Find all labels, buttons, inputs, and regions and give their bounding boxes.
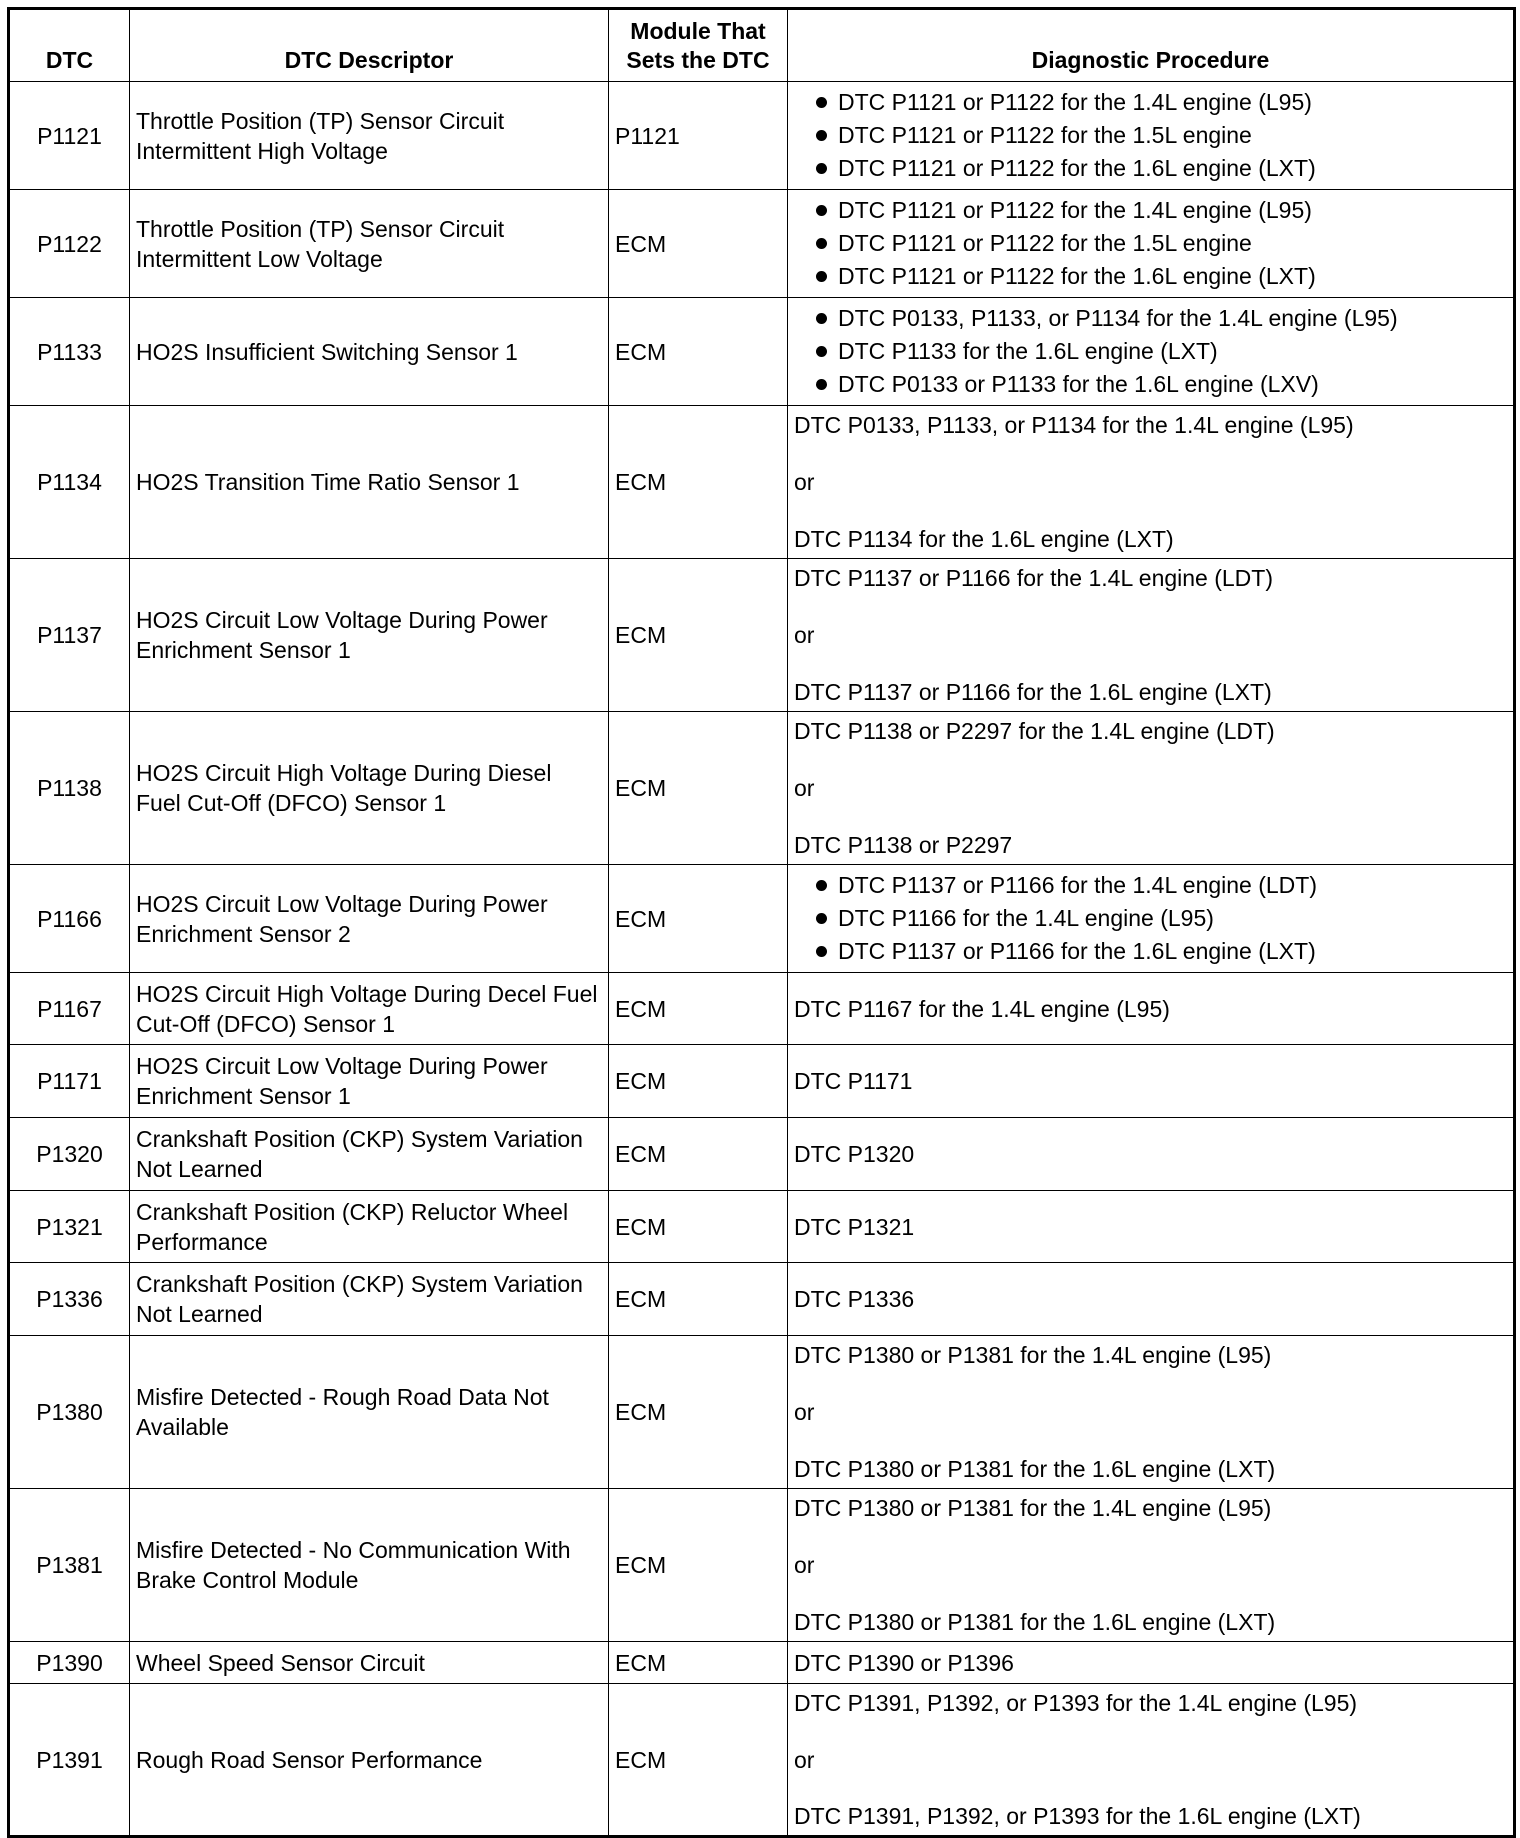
bullet-icon [816,130,827,141]
module-name: ECM [609,1045,788,1118]
procedure-alternatives [794,559,1507,711]
procedure-link[interactable]: DTC P1380 or P1381 for the 1.6L engine (LXT) [794,1609,1276,1635]
procedure-link[interactable]: DTC P1391, P1392, or P1393 for the 1.6L engine (LXT) [794,1803,1361,1829]
bullet-icon [816,946,827,957]
bullet-icon [816,238,827,249]
diagnostic-procedure [788,1642,1515,1684]
module-name: ECM [609,1684,788,1837]
table-row [9,298,1515,406]
diagnostic-procedure [788,559,1515,712]
dtc-code: P1391 [9,1684,130,1837]
procedure-link[interactable]: DTC P1380 or P1381 for the 1.6L engine (LXT) [794,1456,1276,1482]
table-row [9,1684,1515,1837]
header-module: Module That Sets the DTC [609,9,788,82]
dtc-code: P1138 [9,712,130,865]
procedure-link[interactable]: DTC P1133 for the 1.6L engine (LXT) [838,338,1218,364]
table-row [9,1489,1515,1642]
dtc-descriptor: Misfire Detected - No Communication With Brake Control Module [130,1489,609,1642]
bullet-icon [816,205,827,216]
diagnostic-procedure [788,1118,1515,1191]
table-row [9,1642,1515,1684]
diagnostic-procedure [788,712,1515,865]
table-row [9,973,1515,1045]
dtc-descriptor: Throttle Position (TP) Sensor Circuit Intermittent High Voltage [130,82,609,190]
module-name: ECM [609,1263,788,1336]
bullet-icon [816,379,827,390]
procedure-link[interactable]: DTC P1121 or P1122 for the 1.6L engine (LXT) [838,155,1316,181]
dtc-descriptor: HO2S Circuit High Voltage During Diesel Fuel Cut-Off (DFCO) Sensor 1 [130,712,609,865]
dtc-descriptor: Crankshaft Position (CKP) Reluctor Wheel Performance [130,1191,609,1263]
table-row [9,559,1515,712]
dtc-descriptor: HO2S Circuit Low Voltage During Power Enrichment Sensor 2 [130,865,609,973]
diagnostic-procedure [788,1684,1515,1837]
module-name: ECM [609,1642,788,1684]
diagnostic-procedure [788,1489,1515,1642]
module-name: ECM [609,712,788,865]
procedure-link[interactable]: DTC P1134 for the 1.6L engine (LXT) [794,526,1174,552]
header-dtc: DTC [9,9,130,82]
procedure-alternatives [794,1684,1507,1835]
dtc-descriptor: Crankshaft Position (CKP) System Variation Not Learned [130,1263,609,1336]
table-row [9,190,1515,298]
dtc-descriptor: HO2S Insufficient Switching Sensor 1 [130,298,609,406]
procedure-link[interactable]: DTC P1121 or P1122 for the 1.5L engine [838,230,1252,256]
table-row [9,1336,1515,1489]
procedure-bullet-item [794,260,1507,293]
procedure-link[interactable]: DTC P1121 or P1122 for the 1.4L engine (L95) [838,89,1312,115]
dtc-descriptor: Throttle Position (TP) Sensor Circuit Intermittent Low Voltage [130,190,609,298]
procedure-link[interactable]: DTC P1138 or P2297 [794,832,1013,858]
bullet-icon [816,346,827,357]
diagnostic-procedure [788,190,1515,298]
procedure-link[interactable]: DTC P0133, P1133, or P1134 for the 1.4L engine (L95) [838,305,1398,331]
procedure-link[interactable]: DTC P1121 or P1122 for the 1.4L engine (L95) [838,197,1312,223]
procedure-link[interactable]: DTC P1137 or P1166 for the 1.4L engine (LDT) [794,565,1274,591]
module-name: ECM [609,1191,788,1263]
dtc-code: P1121 [9,82,130,190]
table-row [9,865,1515,973]
table-row [9,712,1515,865]
procedure-bullet-item [794,227,1507,260]
procedure-bullet-item [794,335,1507,368]
procedure-link[interactable]: DTC P1391, P1392, or P1393 for the 1.4L engine (L95) [794,1690,1358,1716]
procedure-link[interactable]: DTC P1320 [794,1141,915,1167]
diagnostic-procedure [788,1045,1515,1118]
diagnostic-procedure [788,1191,1515,1263]
procedure-link[interactable]: DTC P1321 [794,1213,915,1240]
module-name: ECM [609,865,788,973]
dtc-table [7,7,1516,1838]
diagnostic-procedure [788,973,1515,1045]
procedure-bullet-list [794,86,1507,185]
dtc-code: P1137 [9,559,130,712]
procedure-bullet-item [794,119,1507,152]
bullet-icon [816,97,827,108]
diagnostic-procedure [788,865,1515,973]
dtc-code: P1167 [9,973,130,1045]
procedure-or-separator: or [794,469,815,495]
bullet-icon [816,880,827,891]
module-name: ECM [609,298,788,406]
dtc-code: P1390 [9,1642,130,1684]
dtc-code: P1122 [9,190,130,298]
bullet-icon [816,271,827,282]
procedure-link[interactable]: DTC P1137 or P1166 for the 1.6L engine (LXT) [794,679,1272,705]
procedure-link[interactable]: DTC P1171 [794,1068,913,1094]
dtc-descriptor: HO2S Circuit Low Voltage During Power Enrichment Sensor 1 [130,1045,609,1118]
procedure-link[interactable]: DTC P0133, P1133, or P1134 for the 1.4L engine (L95) [794,412,1354,438]
dtc-code: P1134 [9,406,130,559]
procedure-or-separator: or [794,1399,815,1425]
procedure-link[interactable]: DTC P1380 or P1381 for the 1.4L engine (L95) [794,1495,1272,1521]
procedure-link[interactable]: DTC P1121 or P1122 for the 1.6L engine (LXT) [838,263,1316,289]
procedure-bullet-list [794,869,1507,968]
procedure-bullet-item [794,935,1507,968]
procedure-bullet-list [794,194,1507,293]
procedure-bullet-item [794,368,1507,401]
procedure-link[interactable]: DTC P0133 or P1133 for the 1.6L engine (LXV) [838,371,1319,397]
diagnostic-procedure [788,1336,1515,1489]
procedure-link[interactable]: DTC P1167 for the 1.4L engine (L95) [794,995,1170,1022]
procedure-or-separator: or [794,775,815,801]
procedure-bullet-item [794,86,1507,119]
header-descriptor: DTC Descriptor [130,9,609,82]
module-name: ECM [609,1118,788,1191]
dtc-descriptor: Wheel Speed Sensor Circuit [130,1642,609,1684]
procedure-bullet-item [794,869,1507,902]
procedure-alternatives [794,1336,1507,1488]
table-row [9,82,1515,190]
table-row [9,406,1515,559]
procedure-link[interactable]: DTC P1380 or P1381 for the 1.4L engine (L95) [794,1342,1272,1368]
procedure-link[interactable]: DTC P1137 or P1166 for the 1.4L engine (LDT) [838,872,1318,898]
table-row [9,1263,1515,1336]
procedure-or-separator: or [794,1552,815,1578]
procedure-or-separator: or [794,622,815,648]
procedure-bullet-item [794,152,1507,185]
dtc-code: P1133 [9,298,130,406]
dtc-code: P1336 [9,1263,130,1336]
dtc-descriptor: Rough Road Sensor Performance [130,1684,609,1837]
procedure-link[interactable]: DTC P1121 or P1122 for the 1.5L engine [838,122,1252,148]
module-name: ECM [609,406,788,559]
header-procedure: Diagnostic Procedure [788,9,1515,82]
dtc-code: P1320 [9,1118,130,1191]
bullet-icon [816,163,827,174]
module-name: ECM [609,559,788,712]
table-row [9,1191,1515,1263]
bullet-icon [816,313,827,324]
dtc-descriptor: HO2S Transition Time Ratio Sensor 1 [130,406,609,559]
module-name: ECM [609,1489,788,1642]
procedure-alternatives [794,1489,1507,1641]
module-name: ECM [609,1336,788,1489]
procedure-bullet-item [794,194,1507,227]
diagnostic-procedure [788,82,1515,190]
procedure-or-separator: or [794,1746,815,1773]
module-name: P1121 [609,82,788,190]
procedure-link[interactable]: DTC P1166 for the 1.4L engine (L95) [838,905,1214,931]
diagnostic-procedure [788,298,1515,406]
procedure-link[interactable]: DTC P1138 or P2297 for the 1.4L engine (LDT) [794,718,1275,744]
diagnostic-procedure [788,406,1515,559]
dtc-descriptor: HO2S Circuit Low Voltage During Power Enrichment Sensor 1 [130,559,609,712]
dtc-code: P1166 [9,865,130,973]
procedure-bullet-item [794,902,1507,935]
table-row [9,1045,1515,1118]
procedure-bullet-item [794,302,1507,335]
dtc-code: P1171 [9,1045,130,1118]
diagnostic-procedure [788,1263,1515,1336]
procedure-link[interactable]: DTC P1137 or P1166 for the 1.6L engine (LXT) [838,938,1316,964]
dtc-descriptor: Crankshaft Position (CKP) System Variation Not Learned [130,1118,609,1191]
module-name: ECM [609,190,788,298]
dtc-descriptor: HO2S Circuit High Voltage During Decel Fuel Cut-Off (DFCO) Sensor 1 [130,973,609,1045]
procedure-alternatives [794,712,1507,864]
procedure-bullet-list [794,302,1507,401]
dtc-code: P1321 [9,1191,130,1263]
dtc-code: P1381 [9,1489,130,1642]
header-row [9,9,1515,82]
procedure-alternatives [794,406,1507,558]
dtc-code: P1380 [9,1336,130,1489]
bullet-icon [816,913,827,924]
procedure-link[interactable]: DTC P1336 [794,1286,915,1312]
procedure-link[interactable]: DTC P1390 or P1396 [794,1649,1014,1676]
module-name: ECM [609,973,788,1045]
table-row [9,1118,1515,1191]
dtc-descriptor: Misfire Detected - Rough Road Data Not Available [130,1336,609,1489]
